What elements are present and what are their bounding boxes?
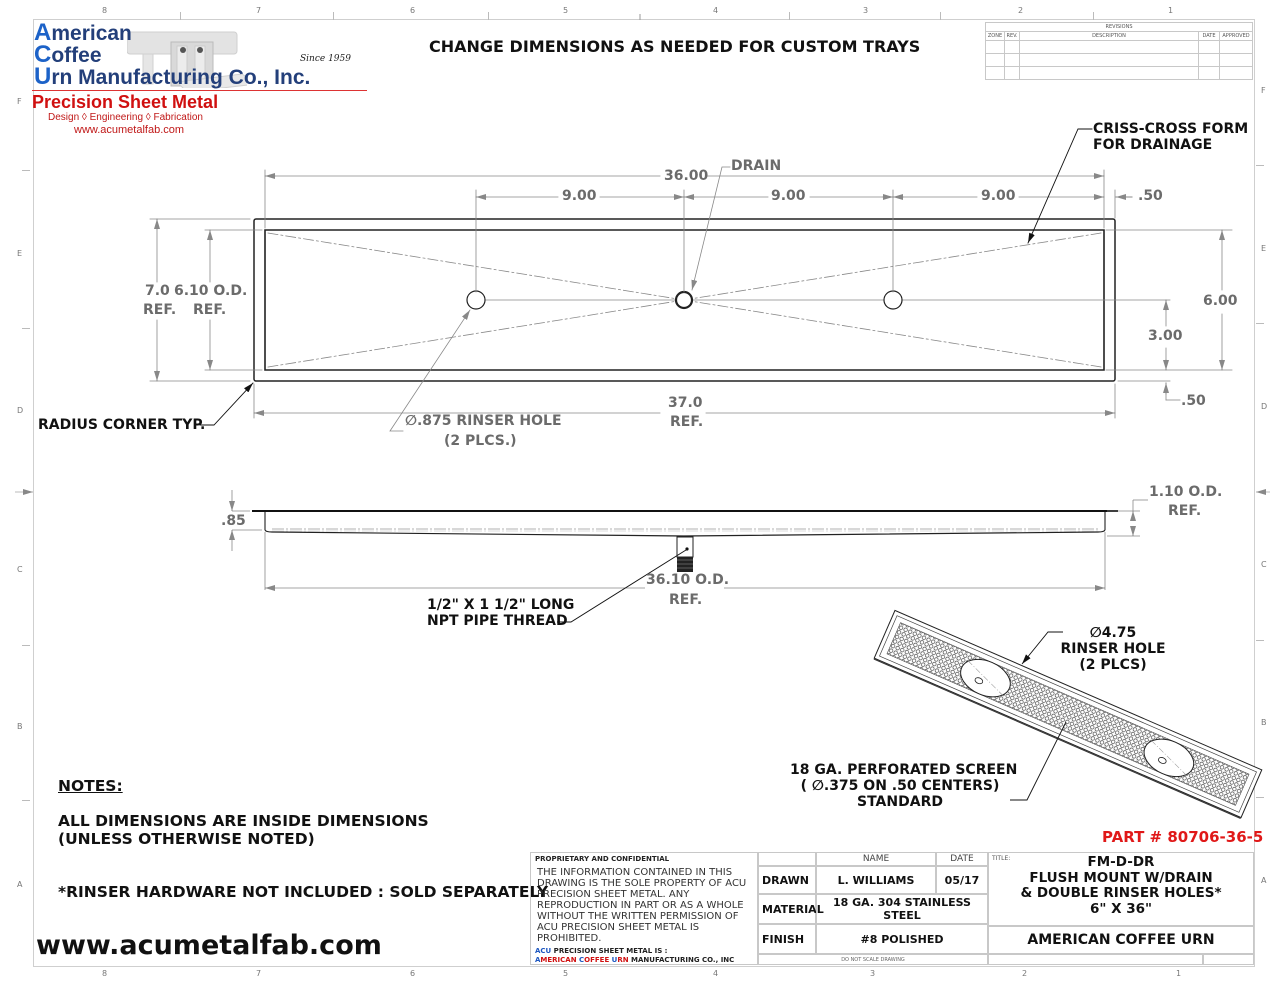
zone-col-4: 4 [713,6,719,15]
proprietary-notice [530,852,758,965]
dim-flange-right: .50 [1138,188,1163,204]
logo-since: Since 1959 [300,54,351,64]
callout-perforated-screen: 18 GA. PERFORATED SCREEN ( ∅.375 ON .50 CENTERS) STANDARD [790,762,1018,810]
rev-row [986,67,1253,80]
logo-division: Precision Sheet Metal [32,92,219,112]
zone-row-C: C [17,565,23,574]
rev-col-date: DATE [1199,32,1220,41]
zone-row-E-right: E [1261,244,1267,253]
dim-flange-bottom: .50 [1181,393,1206,409]
zone-col-2-bottom: 2 [1022,969,1028,978]
logo-line-coffee: Coffee [34,41,102,68]
tb-finish-label: FINISH [758,924,816,954]
rev-col-approved: APPROVED [1220,32,1253,41]
tb-title-label: TITLE: [992,855,1011,862]
dim-inside-width: 6.00 [1203,293,1238,309]
tb-blank-2 [1203,954,1254,965]
zone-col-4-bottom: 4 [713,969,719,978]
zone-row-D-right: D [1261,402,1268,411]
dim-spacing-1: 9.00 [562,188,597,204]
zone-row-C-right: C [1261,560,1267,569]
zone-row-F-right: F [1261,86,1266,95]
zone-row-F: F [17,97,22,106]
dim-od-length: 36.10 O.D. [646,572,730,588]
zone-row-D: D [17,406,24,415]
dim-overall-37: 37.0 [668,395,703,411]
tb-drawn-label: DRAWN [758,866,816,894]
zone-row-E: E [17,249,23,258]
dim-outside-width-ref: REF. [143,302,177,318]
logo-services: Design ◊ Engineering ◊ Fabrication [48,112,203,123]
proprietary-foot-2: AMERICAN COFFEE URN MANUFACTURING CO., INC [535,956,735,964]
dim-overall-36: 36.00 [664,168,709,184]
tb-material-label: MATERIAL [758,894,816,924]
zone-col-1: 1 [1168,6,1174,15]
dim-spacing-3: 9.00 [981,188,1016,204]
tb-do-not-scale: DO NOT SCALE DRAWING [758,954,988,965]
logo-url[interactable]: www.acumetalfab.com [74,124,185,136]
callout-radius-corner: RADIUS CORNER TYP. [38,417,206,433]
page-headline: CHANGE DIMENSIONS AS NEEDED FOR CUSTOM TRAYS [429,37,921,56]
tb-header-date: DATE [936,852,988,866]
zone-col-5: 5 [563,6,569,15]
callout-drain: DRAIN [731,158,782,174]
zone-row-A-right: A [1261,876,1267,885]
zone-col-8-bottom: 8 [102,969,108,978]
dim-center-to-edge: 3.00 [1148,328,1183,344]
rev-col-description: DESCRIPTION [1020,32,1199,41]
dim-depth: .85 [221,513,246,529]
zone-col-8: 8 [102,6,108,15]
dim-od-width-ref: REF. [193,302,227,318]
rev-col-zone: ZONE [986,32,1005,41]
revisions-title: REVISIONS [986,23,1253,32]
notes-line-3: *RINSER HARDWARE NOT INCLUDED : SOLD SEPARATELY [58,883,549,901]
logo-divider [32,90,367,91]
rev-row [986,54,1253,67]
notes-line-1: ALL DIMENSIONS ARE INSIDE DIMENSIONS [58,812,429,830]
callout-rinser-4-75: ∅4.75 RINSER HOLE (2 PLCS) [1060,625,1166,673]
tb-corner [758,852,816,866]
zone-row-A: A [17,880,23,889]
zone-col-6-bottom: 6 [410,969,416,978]
zone-col-3: 3 [863,6,869,15]
dim-od-length-ref: REF. [669,592,703,608]
footer-url[interactable]: www.acumetalfab.com [36,930,382,961]
tb-material-value: 18 GA. 304 STAINLESS STEEL [816,894,988,924]
company-logo [32,20,372,138]
tb-drawn-name: L. WILLIAMS [816,866,936,894]
tb-drawn-date: 05/17 [936,866,988,894]
callout-criss-cross: CRISS-CROSS FORM FOR DRAINAGE [1093,121,1249,153]
part-number: PART # 80706-36-5 [1102,828,1264,846]
notes-line-2: (UNLESS OTHERWISE NOTED) [58,830,315,848]
proprietary-body: THE INFORMATION CONTAINED IN THIS DRAWING IS THE SOLE PROPERTY OF ACU PRECISION SHEET METAL. ANY REPRODUCTION IN PART OR AS A WHOLE WITHOUT THE WRITTEN PERMISSION OF ACU PRECISION SHEET METAL IS PROHIBITED. [537,867,747,944]
zone-col-7: 7 [256,6,262,15]
zone-col-1-bottom: 1 [1176,969,1182,978]
rev-row [986,41,1253,54]
callout-pipe-thread: 1/2" X 1 1/2" LONG NPT PIPE THREAD [427,597,575,629]
zone-col-3-bottom: 3 [870,969,876,978]
callout-rinser-hole-qty: (2 PLCS.) [444,433,517,449]
dim-outside-width: 7.0 [145,283,170,299]
zone-row-B: B [17,722,23,731]
logo-line-urn: Urn Manufacturing Co., Inc. [34,63,311,90]
callout-rinser-hole: ∅.875 RINSER HOLE [405,413,562,429]
rev-col-rev: REV. [1006,33,1018,39]
tb-header-name: NAME [816,852,936,866]
zone-col-2: 2 [1018,6,1024,15]
tb-finish-value: #8 POLISHED [816,924,988,954]
dim-overall-37-ref: REF. [670,414,704,430]
dim-od-width: 6.10 O.D. [174,283,248,299]
dim-od-depth: 1.10 O.D. [1149,484,1223,500]
notes-heading: NOTES: [58,777,123,795]
zone-col-6: 6 [410,6,416,15]
zone-col-5-bottom: 5 [563,969,569,978]
zone-row-B-right: B [1261,718,1267,727]
zone-col-7-bottom: 7 [256,969,262,978]
logo-line-american: American [34,19,132,46]
dim-spacing-2: 9.00 [771,188,806,204]
revisions-table [985,22,1253,80]
tb-title-text: FM-D-DR FLUSH MOUNT W/DRAIN & DOUBLE RINSER HOLES* 6" X 36" [1020,854,1222,917]
tb-company: AMERICAN COFFEE URN [988,926,1254,954]
tb-title-box [988,852,1254,926]
tb-blank-1 [988,954,1203,965]
dim-od-depth-ref: REF. [1168,503,1202,519]
proprietary-heading: PROPRIETARY AND CONFIDENTIAL [535,855,670,863]
proprietary-foot-1: ACU PRECISION SHEET METAL IS : [535,947,668,955]
